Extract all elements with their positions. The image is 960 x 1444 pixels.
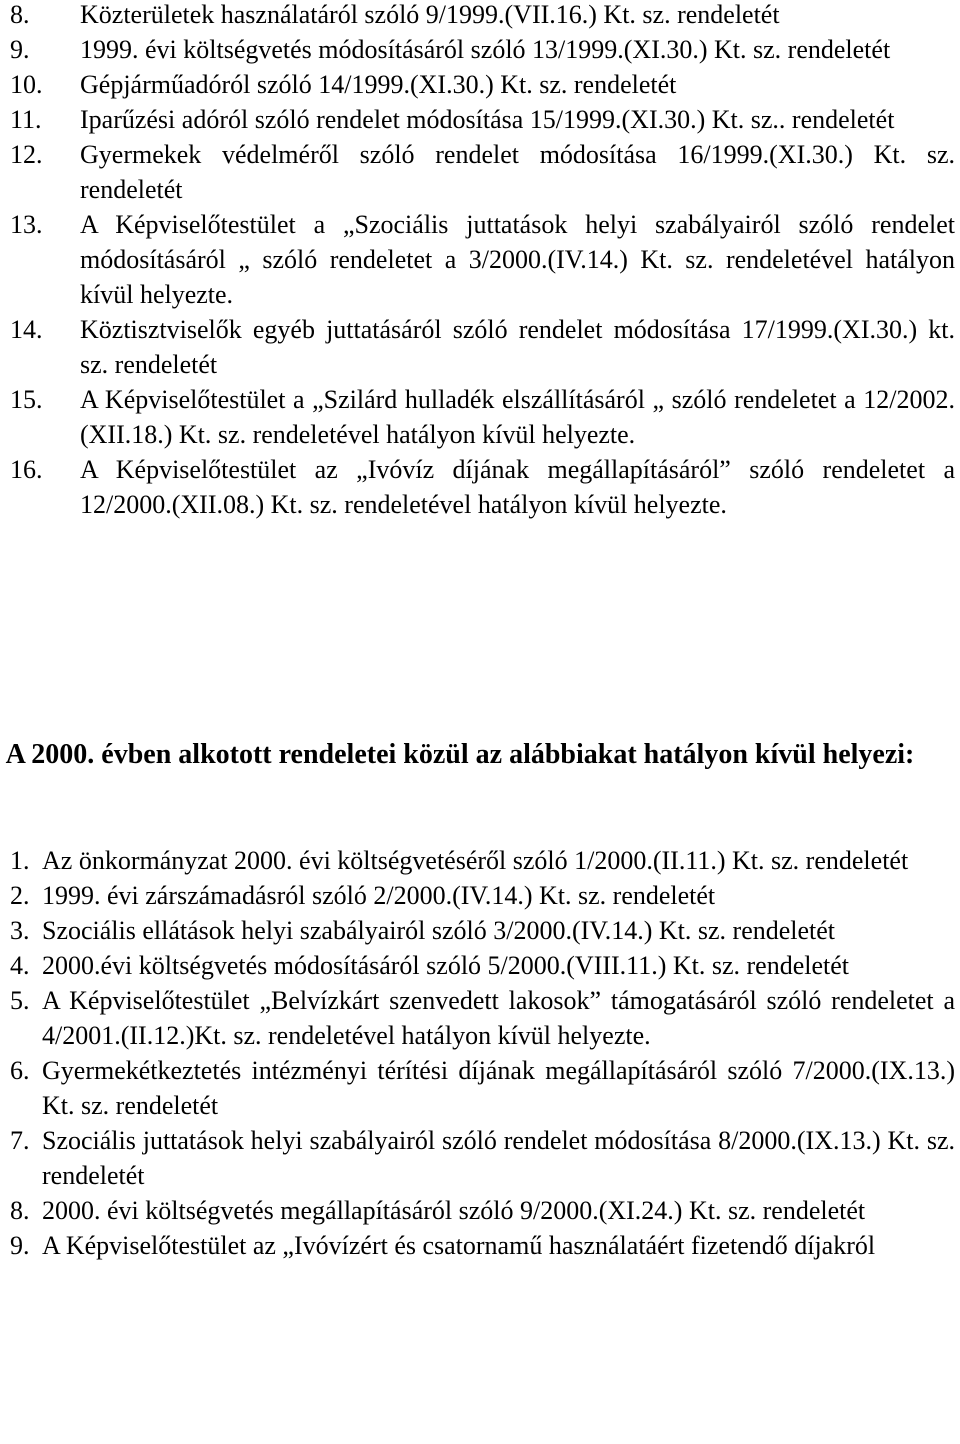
list-item: [10, 983, 955, 1053]
item-number: 7.: [10, 1126, 30, 1155]
item-text: 2000.évi költségvetés módosításáról szóló 5/2000.(VIII.11.) Kt. sz. rendeletét: [42, 951, 850, 980]
item-number: 15.: [10, 385, 43, 414]
item-text: A Képviselőtestület a „Szilárd hulladék elszállításáról „ szóló rendeletet a 12/2002.(XII.18.) Kt. sz. rendeletével hatályon kívül helyezte.: [80, 385, 955, 449]
item-number: 10.: [10, 70, 43, 99]
item-text: Köztisztviselők egyéb juttatásáról szóló rendelet módosítása 17/1999.(XI.30.) kt. sz. rendeletét: [80, 315, 955, 379]
item-number: 1.: [10, 846, 30, 875]
item-number: 12.: [10, 140, 43, 169]
item-number: 9.: [10, 35, 30, 64]
item-number: 9.: [10, 1231, 30, 1260]
item-number: 16.: [10, 455, 43, 484]
item-number: 8.: [10, 1196, 30, 1225]
item-number: 6.: [10, 1056, 30, 1085]
item-text: Szociális juttatások helyi szabályairól szóló rendelet módosítása 8/2000.(IX.13.) Kt. sz. rendeletét: [42, 1126, 955, 1190]
item-number: 11.: [10, 105, 42, 134]
item-number: 14.: [10, 315, 43, 344]
item-text: A Képviselőtestület „Belvízkárt szenvedett lakosok” támogatásáról szóló rendeletet a 4/2001.(II.12.)Kt. sz. rendeletével hatályon kívül helyezte.: [42, 986, 955, 1050]
item-text: 1999. évi zárszámadásról szóló 2/2000.(IV.14.) Kt. sz. rendeletét: [42, 881, 716, 910]
item-text: Gyermekétkeztetés intézményi térítési díjának megállapításáról szóló 7/2000.(IX.13.) Kt. sz. rendeletét: [42, 1056, 955, 1120]
item-text: 1999. évi költségvetés módosításáról szóló 13/1999.(XI.30.) Kt. sz. rendeletét: [80, 35, 891, 64]
item-text: Az önkormányzat 2000. évi költségvetéséről szóló 1/2000.(II.11.) Kt. sz. rendeletét: [42, 846, 909, 875]
item-text: Gépjárműadóról szóló 14/1999.(XI.30.) Kt. sz. rendeletét: [80, 70, 677, 99]
item-text: A Képviselőtestület az „Ivóvízért és csatornamű használatáért fizetendő díjakról: [42, 1231, 876, 1260]
item-text: Gyermekek védelméről szóló rendelet módosítása 16/1999.(XI.30.) Kt. sz. rendeletét: [80, 140, 955, 204]
list-item: [10, 1123, 955, 1193]
item-number: 2.: [10, 881, 30, 910]
repealed-ordinances-2000-list: [10, 843, 955, 1263]
item-number: 3.: [10, 916, 30, 945]
list-item: [10, 1053, 955, 1123]
list-item: [10, 843, 955, 878]
item-number: 5.: [10, 986, 30, 1015]
item-text: Közterületek használatáról szóló 9/1999.(VII.16.) Kt. sz. rendeletét: [80, 0, 780, 29]
list-item: [10, 102, 955, 137]
item-number: 4.: [10, 951, 30, 980]
item-text: A Képviselőtestület az „Ivóvíz díjának megállapításáról” szóló rendeletet a 12/2000.(XII.08.) Kt. sz. rendeletével hatályon kívül helyezte.: [80, 455, 955, 519]
list-item: [10, 137, 955, 207]
list-item: [10, 913, 955, 948]
list-item: [10, 452, 955, 522]
item-text: A Képviselőtestület a „Szociális juttatások helyi szabályairól szóló rendelet módosításáról „ szóló rendeletet a 3/2000.(IV.14.) Kt. sz. rendeletével hatályon kívül helyezte.: [80, 210, 955, 309]
list-item: [10, 0, 955, 32]
list-item: [10, 1228, 955, 1263]
list-item: [10, 67, 955, 102]
item-text: Szociális ellátások helyi szabályairól szóló 3/2000.(IV.14.) Kt. sz. rendeletét: [42, 916, 836, 945]
item-number: 13.: [10, 210, 43, 239]
list-item: [10, 878, 955, 913]
list-item: [10, 948, 955, 983]
list-item: [10, 1193, 955, 1228]
item-text: 2000. évi költségvetés megállapításáról szóló 9/2000.(XI.24.) Kt. sz. rendeletét: [42, 1196, 866, 1225]
list-item: [10, 32, 955, 67]
section-heading: A 2000. évben alkotott rendeletei közül az alábbiakat hatályon kívül helyezi:: [5, 739, 915, 770]
item-text: Iparűzési adóról szóló rendelet módosítása 15/1999.(XI.30.) Kt. sz.. rendeletét: [80, 105, 895, 134]
list-item: [10, 312, 955, 382]
item-number: 8.: [10, 0, 30, 29]
list-item: [10, 207, 955, 312]
repealed-ordinances-1999-list: [10, 0, 955, 522]
list-item: [10, 382, 955, 452]
